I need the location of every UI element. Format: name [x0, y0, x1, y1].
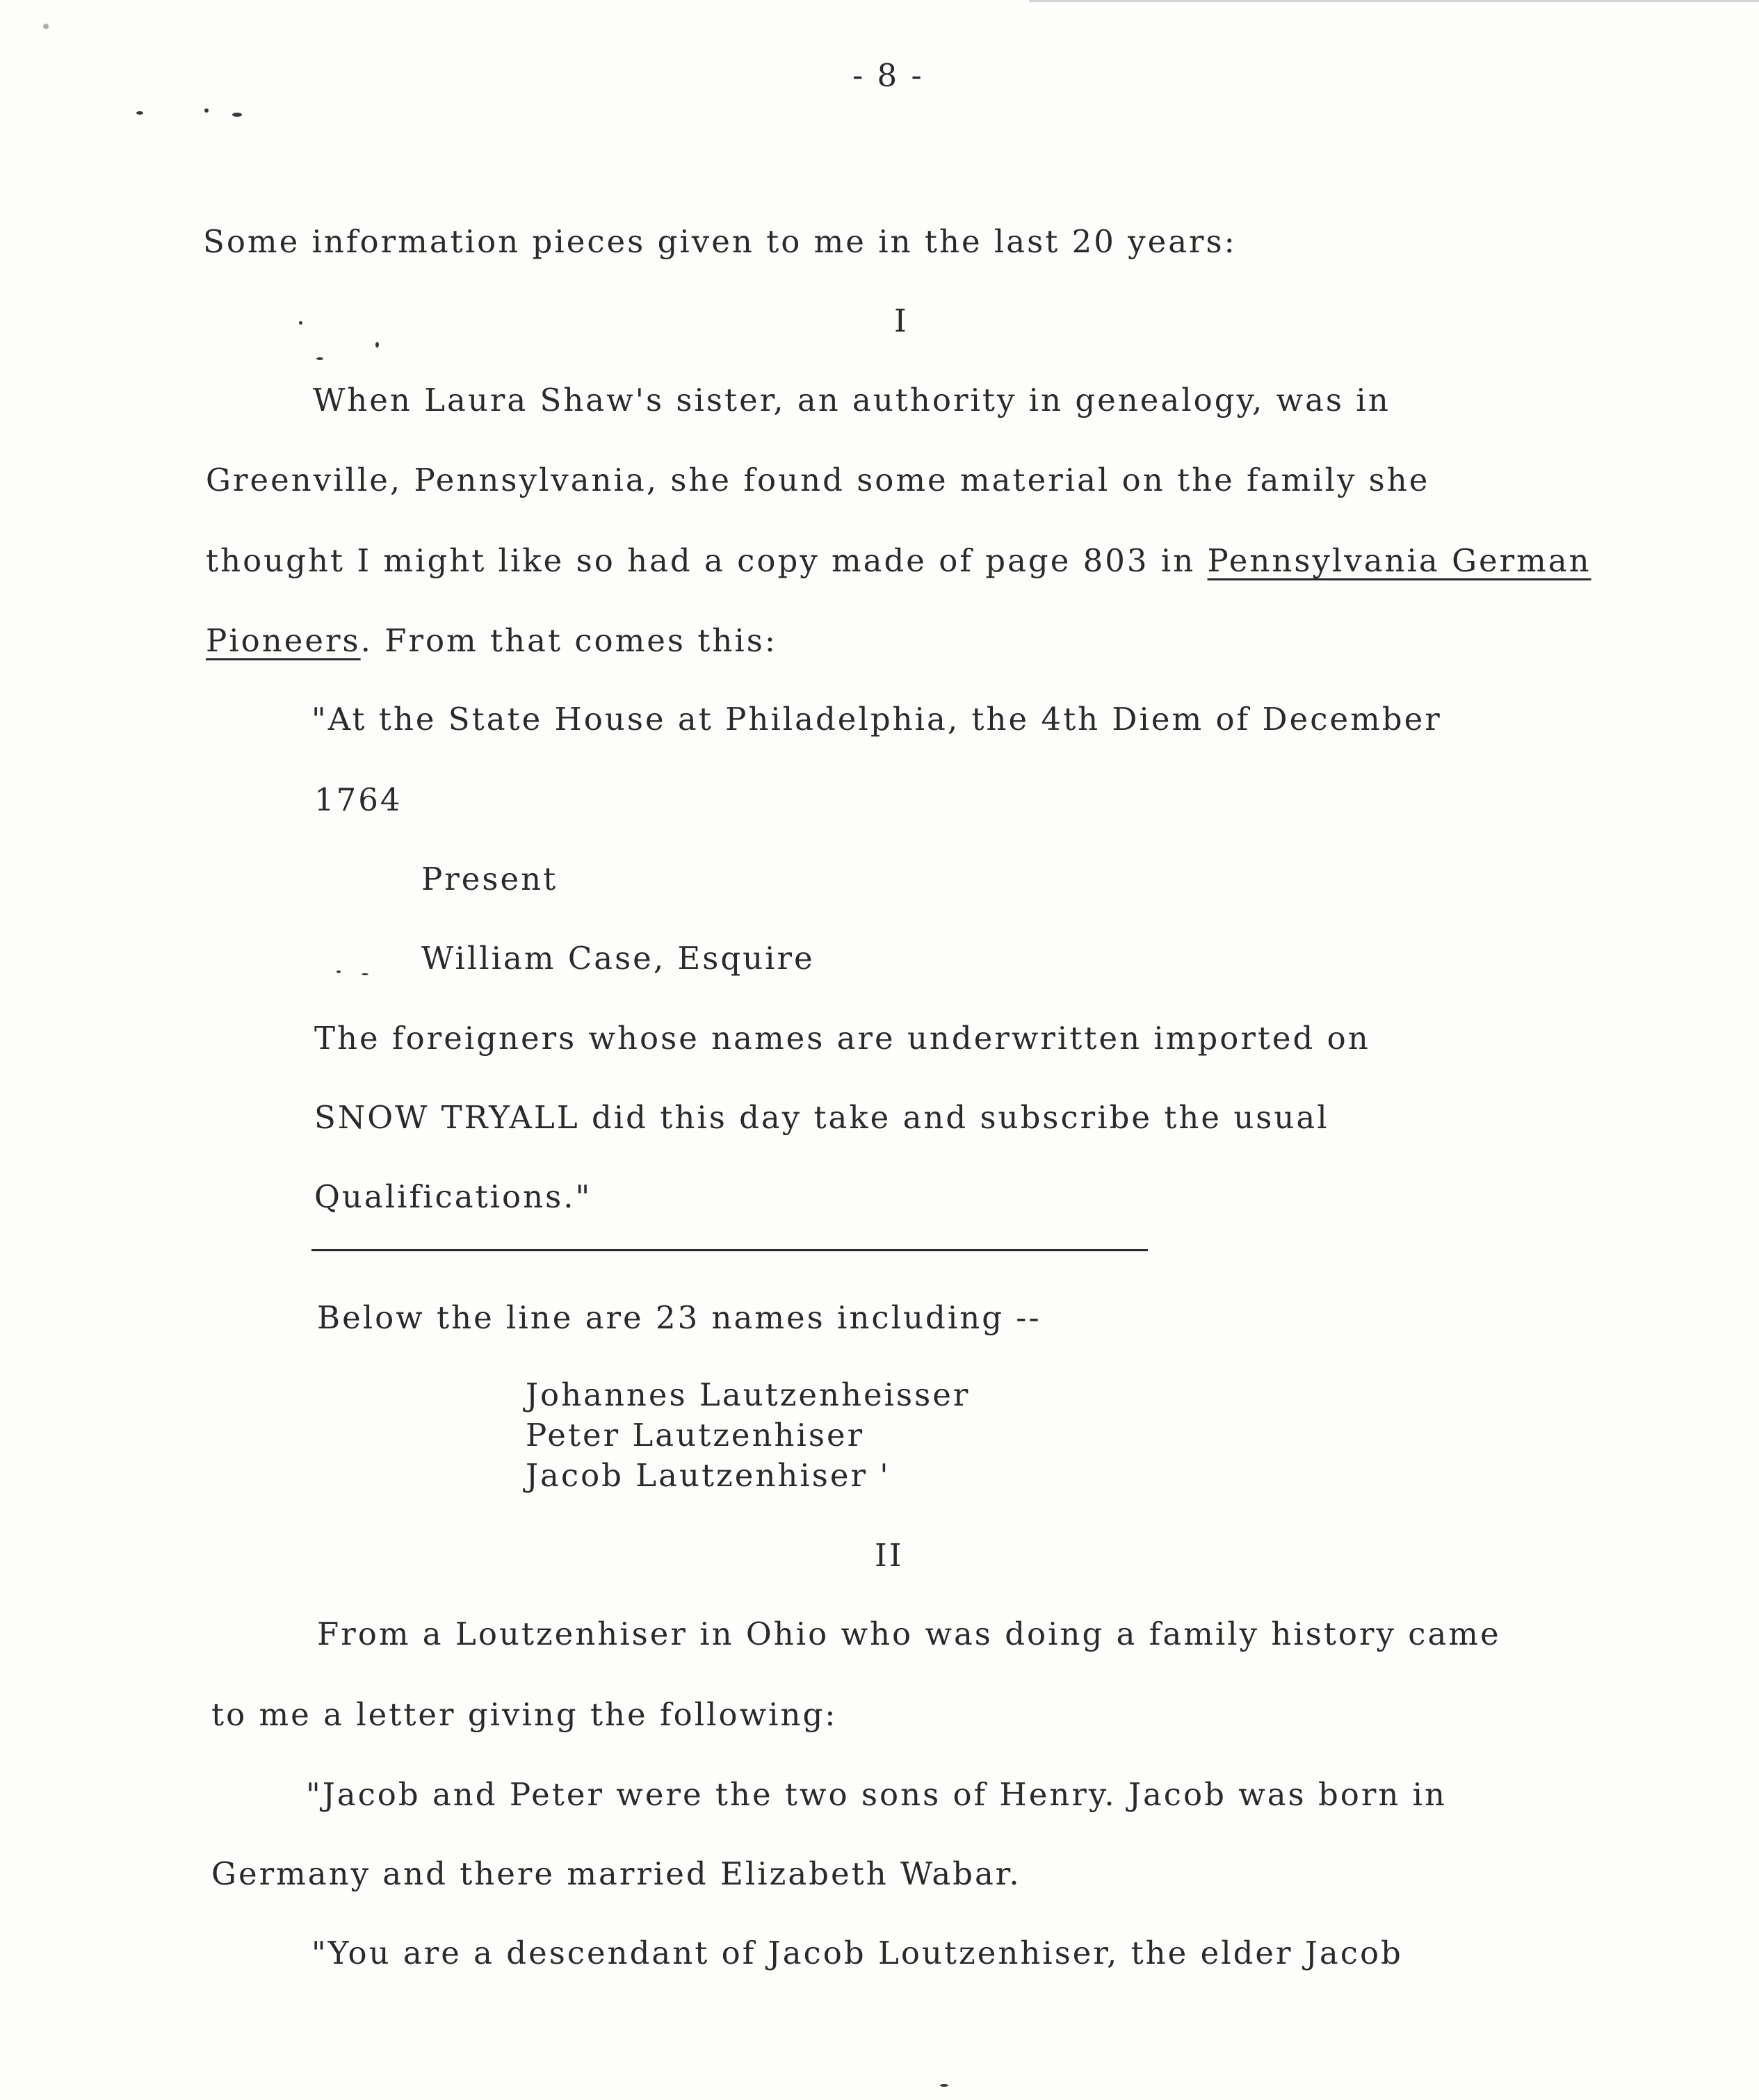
paragraph-line — [206, 622, 778, 659]
quote-line: Germany and there married Elizabeth Wabar. — [211, 1855, 1021, 1892]
name-list-item: Johannes Lautzenheisser — [526, 1376, 971, 1413]
paragraph-line: Greenville, Pennsylvania, she found some material on the family she — [206, 462, 1430, 498]
section-numeral: II — [875, 1537, 904, 1574]
below-line-text: Below the line are 23 names including -- — [317, 1299, 1041, 1336]
horizontal-rule — [311, 1249, 1148, 1251]
scan-edge — [1029, 0, 1759, 2]
quote-line: "At the State House at Philadelphia, the 4th Diem of December — [311, 701, 1442, 738]
quote-year: 1764 — [314, 781, 403, 818]
book-title: Pennsylvania German — [1207, 542, 1591, 579]
paragraph-line: From a Loutzenhiser in Ohio who was doing a family history came — [317, 1615, 1501, 1652]
scan-speck — [136, 111, 143, 115]
scan-speck — [362, 973, 368, 975]
name-list-item: Jacob Lautzenhiser ' — [526, 1457, 891, 1494]
scan-speck — [232, 113, 242, 117]
scan-speck — [375, 342, 379, 348]
scan-speck — [316, 357, 323, 360]
present-label: Present — [421, 861, 558, 897]
paragraph-line — [206, 542, 1591, 579]
scan-speck — [337, 970, 341, 973]
paragraph-line: When Laura Shaw's sister, an authority in genealogy, was in — [313, 382, 1391, 418]
scan-speck — [299, 321, 302, 325]
book-title: Pioneers — [206, 622, 361, 659]
scan-speck — [43, 24, 49, 29]
paragraph-text: . From that comes this: — [360, 622, 778, 659]
name-list-item: Peter Lautzenhiser — [526, 1417, 865, 1454]
quote-line: Qualifications." — [314, 1178, 592, 1215]
section-numeral: I — [894, 302, 909, 339]
quote-line: "You are a descendant of Jacob Loutzenhiser, the elder Jacob — [311, 1935, 1403, 1971]
intro-line: Some information pieces given to me in the last 20 years: — [203, 223, 1237, 260]
quote-line: "Jacob and Peter were the two sons of Henry. Jacob was born in — [306, 1776, 1448, 1813]
quote-line: SNOW TRYALL did this day take and subscribe the usual — [314, 1099, 1329, 1136]
paragraph-text: thought I might like so had a copy made of page 803 in — [206, 542, 1208, 579]
present-name: William Case, Esquire — [421, 940, 815, 977]
quote-line: The foreigners whose names are underwritten imported on — [314, 1020, 1370, 1057]
scan-speck — [204, 108, 209, 113]
scan-speck — [940, 2084, 948, 2087]
paragraph-line: to me a letter giving the following: — [211, 1696, 838, 1733]
page-number: - 8 - — [852, 57, 924, 94]
